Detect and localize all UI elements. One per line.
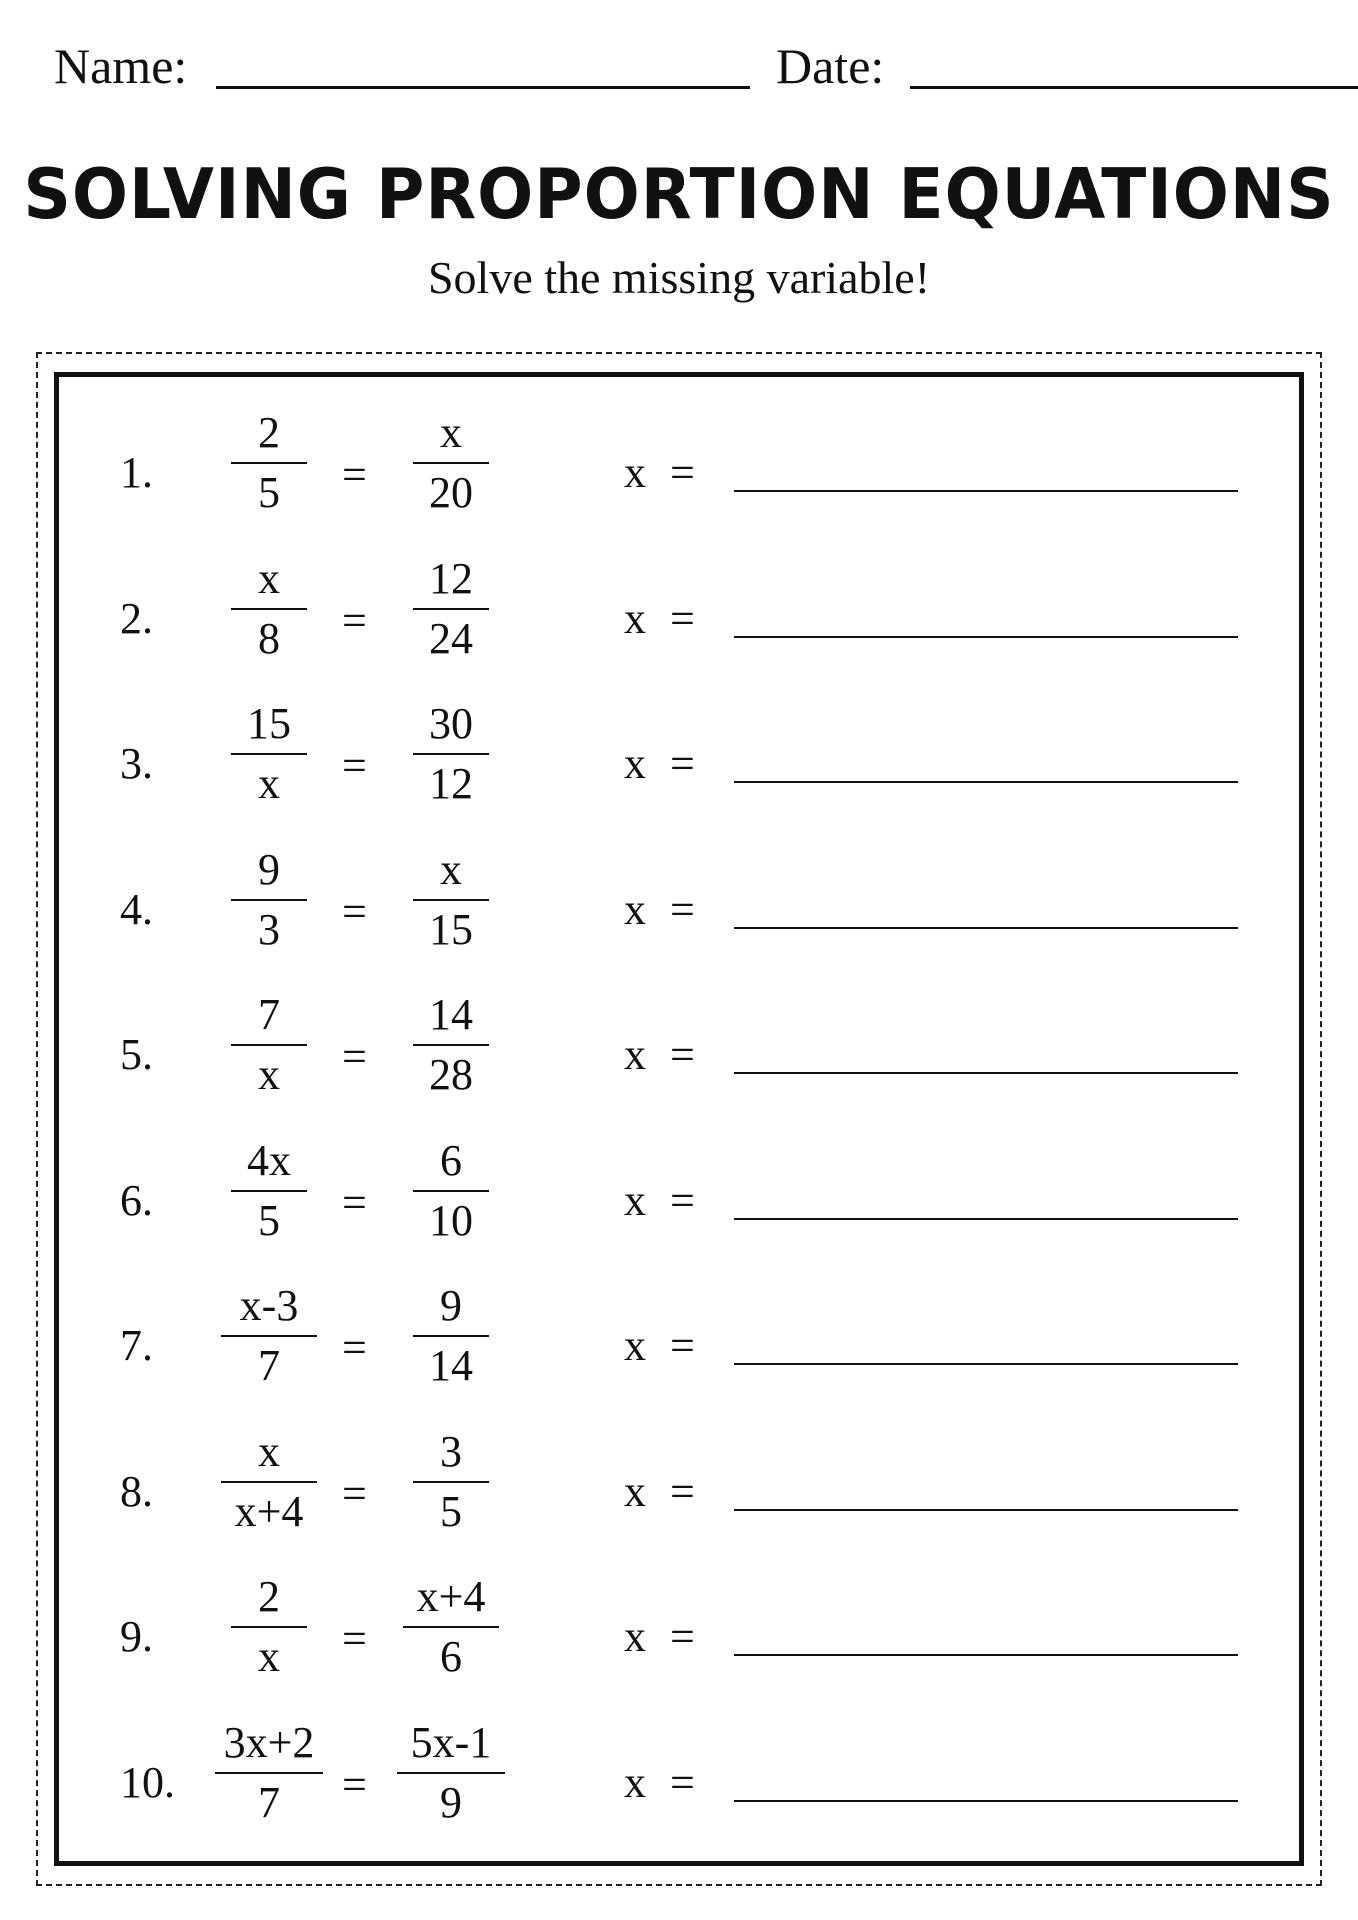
right-numerator: 5x-1 bbox=[410, 1717, 492, 1767]
fraction-bar bbox=[215, 1772, 323, 1774]
left-numerator: 15 bbox=[247, 699, 291, 748]
fraction-bar bbox=[231, 608, 307, 610]
variable-label: x bbox=[624, 448, 646, 497]
right-numerator: x bbox=[440, 844, 462, 894]
left-denominator: 5 bbox=[258, 468, 280, 517]
right-denominator: 6 bbox=[440, 1632, 462, 1681]
date-field[interactable] bbox=[910, 86, 1358, 89]
variable-equals: = bbox=[670, 1466, 695, 1516]
answer-field[interactable] bbox=[734, 927, 1238, 929]
problem-row bbox=[54, 1708, 1304, 1848]
answer-field[interactable] bbox=[734, 1218, 1238, 1220]
equals-sign: = bbox=[342, 1614, 367, 1663]
variable-equals: = bbox=[670, 739, 695, 788]
left-numerator: 7 bbox=[258, 990, 280, 1039]
fraction-bar bbox=[231, 1626, 307, 1628]
problem-row bbox=[54, 544, 1304, 684]
right-fraction bbox=[396, 988, 506, 1102]
problem-row bbox=[54, 398, 1304, 538]
equals-sign: = bbox=[342, 886, 367, 936]
variable-equals: = bbox=[670, 1175, 695, 1225]
problem-number: 5. bbox=[120, 1030, 153, 1079]
problem-row bbox=[54, 1417, 1304, 1557]
variable-label: x bbox=[624, 1612, 646, 1661]
right-numerator: 6 bbox=[440, 1135, 462, 1185]
problem-row bbox=[54, 1562, 1304, 1702]
page-title: SOLVING PROPORTION EQUATIONS bbox=[23, 154, 1335, 235]
right-fraction bbox=[396, 697, 506, 811]
equals-sign: = bbox=[342, 1032, 367, 1081]
problem-number: 4. bbox=[120, 884, 153, 934]
right-denominator: 15 bbox=[429, 904, 473, 954]
right-numerator: 12 bbox=[429, 553, 473, 603]
right-denominator: 24 bbox=[429, 613, 473, 663]
variable-label: x bbox=[624, 593, 646, 643]
equals-sign: = bbox=[342, 1468, 367, 1518]
left-numerator: 2 bbox=[258, 408, 280, 457]
right-denominator: 9 bbox=[440, 1777, 462, 1827]
left-numerator: 4x bbox=[247, 1135, 291, 1185]
left-fraction bbox=[214, 1279, 324, 1393]
right-fraction bbox=[396, 1716, 506, 1830]
right-denominator: 12 bbox=[429, 759, 473, 808]
problem-number: 7. bbox=[120, 1321, 153, 1370]
left-fraction bbox=[214, 988, 324, 1102]
right-fraction bbox=[396, 1279, 506, 1393]
problem-number: 6. bbox=[120, 1175, 153, 1225]
header-row bbox=[54, 36, 1312, 96]
left-fraction bbox=[214, 552, 324, 666]
right-fraction bbox=[396, 1134, 506, 1248]
equals-sign: = bbox=[342, 450, 367, 499]
page-subtitle: Solve the missing variable! bbox=[427, 252, 931, 303]
problem-number: 8. bbox=[120, 1466, 153, 1516]
fraction-bar bbox=[397, 1772, 505, 1774]
right-fraction bbox=[396, 406, 506, 520]
variable-label: x bbox=[624, 1466, 646, 1516]
equals-sign: = bbox=[342, 595, 367, 645]
left-numerator: 9 bbox=[258, 844, 280, 894]
left-denominator: x bbox=[258, 1632, 280, 1681]
right-numerator: 14 bbox=[429, 990, 473, 1039]
problem-row bbox=[54, 980, 1304, 1120]
fraction-bar bbox=[231, 1044, 307, 1046]
fraction-bar bbox=[413, 1481, 489, 1483]
left-fraction bbox=[214, 697, 324, 811]
left-denominator: 7 bbox=[258, 1777, 280, 1827]
right-numerator: x+4 bbox=[416, 1572, 486, 1621]
left-fraction bbox=[214, 1425, 324, 1539]
left-denominator: x bbox=[258, 1050, 280, 1099]
left-denominator: 5 bbox=[258, 1195, 280, 1245]
problem-row bbox=[54, 835, 1304, 975]
equals-sign: = bbox=[342, 1759, 367, 1809]
left-numerator: x bbox=[258, 1426, 280, 1476]
variable-label: x bbox=[624, 1030, 646, 1079]
right-numerator: 9 bbox=[440, 1281, 462, 1330]
variable-label: x bbox=[624, 1321, 646, 1370]
right-fraction bbox=[396, 552, 506, 666]
answer-field[interactable] bbox=[734, 1800, 1238, 1802]
equals-sign: = bbox=[342, 1177, 367, 1227]
answer-field[interactable] bbox=[734, 1072, 1238, 1074]
left-fraction bbox=[214, 1570, 324, 1684]
left-fraction bbox=[214, 1716, 324, 1830]
right-denominator: 14 bbox=[429, 1341, 473, 1390]
right-fraction bbox=[396, 1425, 506, 1539]
variable-label: x bbox=[624, 739, 646, 788]
problem-number: 10. bbox=[120, 1757, 175, 1807]
answer-field[interactable] bbox=[734, 1654, 1238, 1656]
left-numerator: 3x+2 bbox=[223, 1717, 315, 1767]
left-denominator: x+4 bbox=[234, 1486, 304, 1536]
fraction-bar bbox=[413, 1190, 489, 1192]
left-denominator: x bbox=[258, 759, 280, 808]
answer-field[interactable] bbox=[734, 1509, 1238, 1511]
fraction-bar bbox=[403, 1626, 499, 1628]
right-denominator: 28 bbox=[429, 1050, 473, 1099]
fraction-bar bbox=[413, 753, 489, 755]
problem-row bbox=[54, 689, 1304, 829]
date-label: Date: bbox=[776, 38, 885, 94]
right-numerator: 30 bbox=[429, 699, 473, 748]
fraction-bar bbox=[231, 899, 307, 901]
fraction-bar bbox=[413, 462, 489, 464]
right-denominator: 20 bbox=[429, 468, 473, 517]
right-numerator: 3 bbox=[440, 1426, 462, 1476]
name-label: Name: bbox=[54, 38, 188, 94]
answer-field[interactable] bbox=[734, 1363, 1238, 1365]
fraction-bar bbox=[231, 462, 307, 464]
problem-number: 2. bbox=[120, 593, 153, 643]
fraction-bar bbox=[413, 1335, 489, 1337]
fraction-bar bbox=[221, 1335, 317, 1337]
variable-equals: = bbox=[670, 1612, 695, 1661]
fraction-bar bbox=[413, 899, 489, 901]
problem-row bbox=[54, 1126, 1304, 1266]
left-fraction bbox=[214, 843, 324, 957]
variable-equals: = bbox=[670, 593, 695, 643]
problem-number: 3. bbox=[120, 739, 153, 788]
variable-equals: = bbox=[670, 1030, 695, 1079]
answer-field[interactable] bbox=[734, 490, 1238, 492]
right-numerator: x bbox=[440, 408, 462, 457]
right-fraction bbox=[396, 1570, 506, 1684]
left-denominator: 7 bbox=[258, 1341, 280, 1390]
fraction-bar bbox=[231, 1190, 307, 1192]
left-numerator: x bbox=[258, 553, 280, 603]
left-numerator: 2 bbox=[258, 1572, 280, 1621]
problem-number: 1. bbox=[120, 448, 153, 497]
variable-label: x bbox=[624, 1175, 646, 1225]
left-fraction bbox=[214, 1134, 324, 1248]
fraction-bar bbox=[413, 608, 489, 610]
left-denominator: 8 bbox=[258, 613, 280, 663]
left-numerator: x-3 bbox=[239, 1281, 299, 1330]
right-denominator: 10 bbox=[429, 1195, 473, 1245]
variable-label: x bbox=[624, 884, 646, 934]
equals-sign: = bbox=[342, 741, 367, 790]
variable-label: x bbox=[624, 1757, 646, 1807]
left-denominator: 3 bbox=[258, 904, 280, 954]
fraction-bar bbox=[231, 753, 307, 755]
variable-equals: = bbox=[670, 448, 695, 497]
answer-field[interactable] bbox=[734, 636, 1238, 638]
name-field[interactable] bbox=[216, 86, 750, 89]
answer-field[interactable] bbox=[734, 781, 1238, 783]
fraction-bar bbox=[413, 1044, 489, 1046]
equals-sign: = bbox=[342, 1323, 367, 1372]
problem-row bbox=[54, 1271, 1304, 1411]
fraction-bar bbox=[221, 1481, 317, 1483]
right-fraction bbox=[396, 843, 506, 957]
variable-equals: = bbox=[670, 1321, 695, 1370]
variable-equals: = bbox=[670, 1757, 695, 1807]
right-denominator: 5 bbox=[440, 1486, 462, 1536]
variable-equals: = bbox=[670, 884, 695, 934]
problem-number: 9. bbox=[120, 1612, 153, 1661]
left-fraction bbox=[214, 406, 324, 520]
